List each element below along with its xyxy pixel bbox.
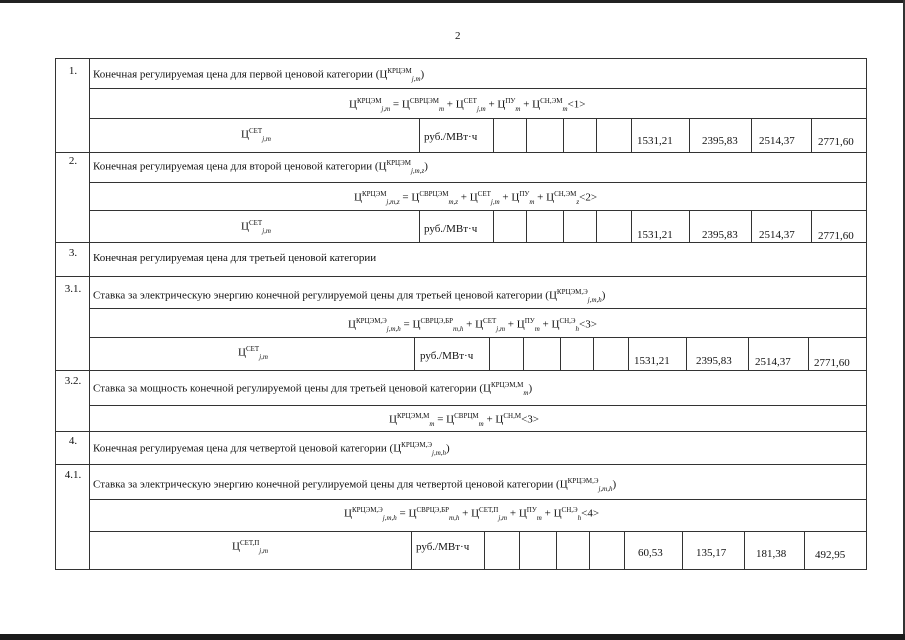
cell-border — [811, 210, 812, 242]
row-line — [89, 405, 866, 406]
formula-1: $Ц^{КРЦЭМ}_{j,m} = Ц^{СВРЦЭМ}_m + Ц^{СЕТ}_{j,m} + Ц^{ПУ}_m + Ц^{СН,ЭМ}_m<1>$ — [349, 97, 586, 113]
cell-border — [682, 531, 683, 569]
formula-2: $Ц^{КРЦЭМ}_{j,m,z} = Ц^{СВРЦЭМ}_{m,z} + Ц^{СЕТ}_{j,m} + Ц^{ПУ}_m + Ц^{СН,ЭМ}_z<2>$ — [354, 190, 598, 206]
cell-border — [689, 118, 690, 152]
row-line — [89, 499, 866, 500]
tariff-table — [55, 58, 867, 570]
value-cell: 2514,37 — [759, 229, 795, 241]
cell-border — [589, 531, 590, 569]
row-line — [89, 210, 866, 211]
cell-border — [596, 118, 597, 152]
cell-border — [631, 210, 632, 242]
page-number: 2 — [455, 30, 461, 42]
cell-border — [419, 118, 420, 152]
row-number: 3.2. — [64, 375, 82, 387]
row-line — [89, 531, 866, 532]
cell-border — [526, 118, 527, 152]
cell-border — [560, 337, 561, 370]
cell-border — [411, 531, 412, 569]
cell-border — [808, 337, 809, 370]
value-symbol: $Ц^{СЕТ,П}_{j,m}$ — [232, 539, 269, 555]
row-number: 1. — [68, 65, 78, 77]
unit-cell: руб./МВт·ч — [416, 541, 470, 553]
unit-cell: руб./МВт·ч — [424, 131, 478, 143]
scan-top-edge — [0, 0, 905, 3]
cell-border — [519, 531, 520, 569]
cell-border — [493, 118, 494, 152]
value-cell: 2771,60 — [818, 136, 854, 148]
cell-border — [751, 118, 752, 152]
cell-border — [686, 337, 687, 370]
cell-border — [414, 337, 415, 370]
row-number: 3.1. — [64, 283, 82, 295]
value-cell: 60,53 — [638, 547, 663, 559]
row-line — [89, 88, 866, 89]
unit-cell: руб./МВт·ч — [424, 223, 478, 235]
cell-border — [689, 210, 690, 242]
row-title: Конечная регулируемая цена для второй ценовой категории $(Ц^{КРЦЭМ}_{j,m,z})$ — [93, 159, 428, 175]
cell-border — [563, 210, 564, 242]
cell-border — [419, 210, 420, 242]
row-title: Ставка за электрическую энергию конечной регулируемой цены для третьей ценовой категории $(Ц^{КРЦЭМ,Э}_{j,m,h})$ — [93, 288, 606, 304]
row-line — [56, 370, 866, 371]
cell-border — [624, 531, 625, 569]
formula-3: $Ц^{КРЦЭМ,Э}_{j,m,h} = Ц^{СВРЦЭ,БР}_{m,h} + Ц^{СЕТ}_{j,m} + Ц^{ПУ}_m + Ц^{СН,Э}_h<3>$ — [348, 317, 597, 333]
number-column-border — [89, 59, 90, 569]
value-cell: 492,95 — [815, 549, 846, 561]
row-title: Конечная регулируемая цена для третьей ценовой категории — [93, 252, 377, 264]
row-number: 4. — [68, 435, 78, 447]
value-cell: 2514,37 — [759, 135, 795, 147]
value-cell: 2514,37 — [755, 356, 791, 368]
row-line — [56, 431, 866, 432]
row-line — [56, 152, 866, 153]
cell-border — [804, 531, 805, 569]
row-line — [56, 276, 866, 277]
row-line — [89, 308, 866, 309]
value-cell: 2395,83 — [702, 135, 738, 147]
row-title: Конечная регулируемая цена для первой ценовой категории $(Ц^{КРЦЭМ}_{j,m})$ — [93, 67, 425, 83]
scan-bottom-edge — [0, 634, 905, 640]
row-title: Конечная регулируемая цена для четвертой ценовой категории $(Ц^{КРЦЭМ,Э}_{j,m,h})$ — [93, 441, 450, 457]
formula-5: $Ц^{КРЦЭМ,Э}_{j,m,h} = Ц^{СВРЦЭ,БР}_{m,h} + Ц^{СЕТ,П}_{j,m} + Ц^{ПУ}_m + Ц^{СН,Э}_h<4>$ — [344, 506, 600, 522]
row-line — [56, 464, 866, 465]
row-line — [89, 337, 866, 338]
cell-border — [493, 210, 494, 242]
cell-border — [748, 337, 749, 370]
value-symbol: $Ц^{СЕТ}_{j,m}$ — [241, 219, 271, 235]
cell-border — [523, 337, 524, 370]
cell-border — [556, 531, 557, 569]
row-line — [56, 242, 866, 243]
value-cell: 1531,21 — [634, 355, 670, 367]
value-symbol: $Ц^{СЕТ}_{j,m}$ — [241, 127, 271, 143]
cell-border — [489, 337, 490, 370]
formula-4: $Ц^{КРЦЭМ,М}_m = Ц^{СВРЦМ}_m + Ц^{СН,М}<3>$ — [389, 412, 539, 428]
row-title: Ставка за электрическую энергию конечной регулируемой цены для четвертой ценовой категории $(Ц^{КРЦЭМ,Э}_{j,m,h})$ — [93, 477, 617, 493]
cell-border — [563, 118, 564, 152]
value-cell: 1531,21 — [637, 135, 673, 147]
value-cell: 135,17 — [696, 547, 727, 559]
value-cell: 2771,60 — [814, 357, 850, 369]
value-cell: 181,38 — [756, 548, 787, 560]
row-number: 2. — [68, 155, 78, 167]
value-cell: 2771,60 — [818, 230, 854, 242]
cell-border — [596, 210, 597, 242]
row-title: Ставка за мощность конечной регулируемой цены для третьей ценовой категории $(Ц^{КРЦЭМ,М}_m)$ — [93, 381, 533, 397]
row-number: 4.1. — [64, 469, 82, 481]
cell-border — [628, 337, 629, 370]
cell-border — [484, 531, 485, 569]
cell-border — [631, 118, 632, 152]
value-cell: 2395,83 — [702, 229, 738, 241]
value-cell: 2395,83 — [696, 355, 732, 367]
value-cell: 1531,21 — [637, 229, 673, 241]
cell-border — [744, 531, 745, 569]
cell-border — [593, 337, 594, 370]
row-number: 3. — [68, 247, 78, 259]
value-symbol: $Ц^{СЕТ}_{j,m}$ — [238, 345, 268, 361]
cell-border — [751, 210, 752, 242]
row-line — [89, 118, 866, 119]
unit-cell: руб./МВт·ч — [420, 350, 474, 362]
cell-border — [526, 210, 527, 242]
row-line — [89, 182, 866, 183]
cell-border — [811, 118, 812, 152]
